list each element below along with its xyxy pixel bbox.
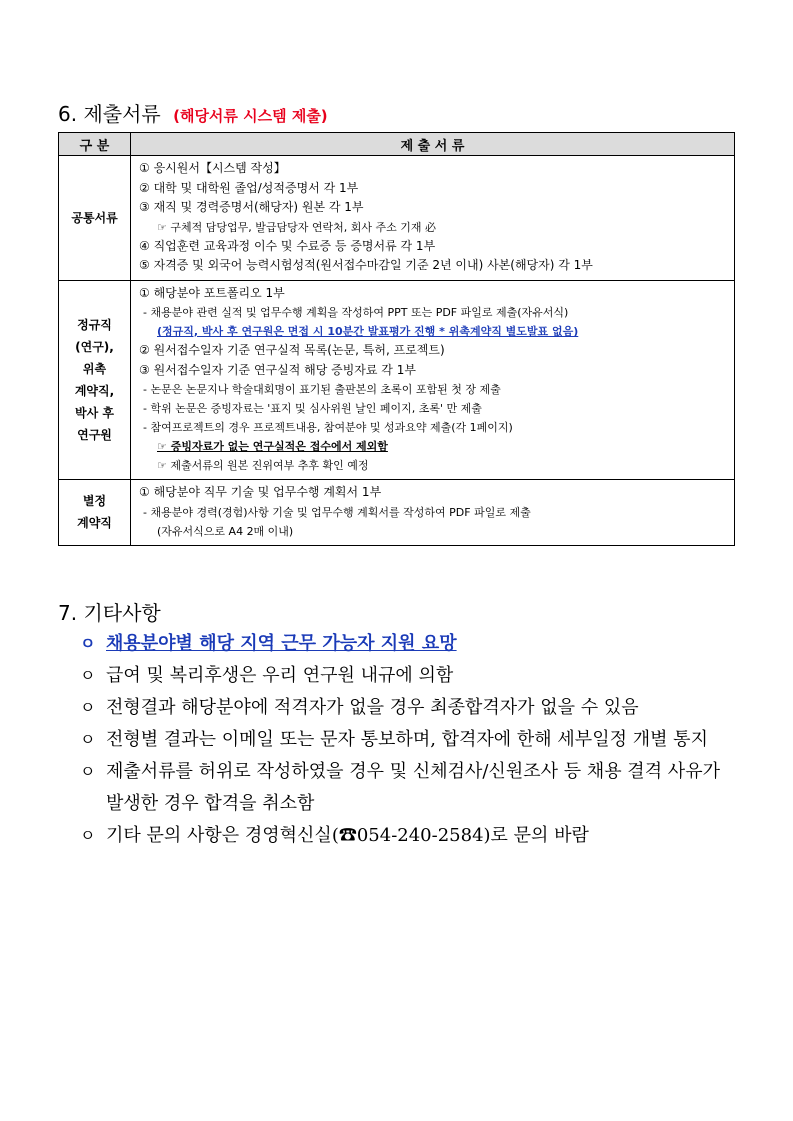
document-line: - 학위 논문은 증빙자료는 '표지 및 심사위원 날인 페이지, 초록' 만 제출 (143, 402, 482, 415)
table-row (59, 156, 735, 281)
header-documents: 제 출 서 류 (131, 133, 735, 156)
document-line: - 참여프로젝트의 경우 프로젝트내용, 참여분야 및 성과요약 제출(각 1페이지) (143, 421, 513, 434)
document-line: (자유서식으로 A4 2매 이내) (157, 524, 294, 538)
list-item (80, 756, 740, 820)
list-item (80, 628, 740, 660)
list-item-text: 제출서류를 허위로 작성하였을 경우 및 신체검사/신원조사 등 채용 결격 사유가 발생한 경우 합격을 취소함 (106, 761, 720, 814)
category-line: 공통서류 (71, 210, 118, 225)
category-line: 계약직 (77, 516, 112, 531)
bullet-marker: ㅇ (80, 666, 96, 685)
row-category (59, 280, 131, 480)
document-line: ② 대학 및 대학원 졸업/성적증명서 각 1부 (139, 180, 359, 195)
document-line: ☞ 제출서류의 원본 진위여부 추후 확인 예정 (157, 459, 369, 472)
header-category: 구 분 (59, 133, 131, 156)
section-6-title (58, 98, 328, 127)
category-line: 정규직 (77, 317, 112, 332)
document-line: ① 해당분야 직무 기술 및 업무수행 계획서 1부 (139, 485, 382, 499)
list-item (80, 724, 740, 756)
section-6-heading: 6. 제출서류 (58, 102, 161, 126)
row-documents (131, 280, 735, 480)
document-line: - 논문은 논문지나 학술대회명이 표기된 출판본의 초록이 포함된 첫 장 제출 (143, 383, 501, 396)
list-item-text: 전형별 결과는 이메일 또는 문자 통보하며, 합격자에 한해 세부일정 개별 통지 (106, 729, 708, 750)
row-category (59, 156, 131, 281)
document-line: ③ 재직 및 경력증명서(해당자) 원본 각 1부 (139, 200, 364, 214)
bullet-marker: ㅇ (80, 730, 96, 749)
category-line: 박사 후 (75, 405, 114, 420)
document-line: ② 원서접수일자 기준 연구실적 목록(논문, 특허, 프로젝트) (139, 343, 445, 357)
document-line: ① 해당분야 포트폴리오 1부 (139, 285, 285, 300)
bullet-marker: ㅇ (80, 698, 96, 717)
category-line: 위촉 (82, 361, 107, 376)
document-line: ⑤ 자격증 및 외국어 능력시험성적(원서접수마감일 기준 2년 이내) 사본(해당자) 각 1부 (139, 258, 593, 272)
list-item-text: 기타 문의 사항은 경영혁신실(☎054-240-2584)로 문의 바람 (106, 825, 589, 846)
category-line: 별정 (82, 494, 107, 509)
category-line: 연구원 (77, 427, 112, 442)
category-line: 계약직, (74, 383, 115, 398)
table-row (59, 480, 735, 546)
document-line: (정규직, 박사 후 연구원은 면접 시 10분간 발표평가 진행 * 위촉계약직 별도발표 없음) (157, 325, 579, 338)
table-header-row (59, 133, 735, 156)
document-line: ① 응시원서【시스템 작성】 (139, 161, 286, 175)
document-line: - 채용분야 관련 실적 및 업무수행 계획을 작성하여 PPT 또는 PDF 파일로 제출(자유서식) (143, 306, 569, 319)
documents-table (58, 132, 735, 546)
row-category (59, 480, 131, 546)
misc-list (80, 628, 740, 852)
list-item (80, 820, 740, 852)
row-documents (131, 156, 735, 281)
list-item-text: 급여 및 복리후생은 우리 연구원 내규에 의함 (106, 665, 454, 686)
row-documents (131, 480, 735, 546)
table-row (59, 280, 735, 480)
document-line: - 채용분야 경력(경험)사항 기술 및 업무수행 계획서를 작성하여 PDF 파일로 제출 (143, 505, 531, 519)
document-line: ☞ 구체적 담당업무, 발급담당자 연락처, 회사 주소 기재 必 (157, 220, 436, 234)
section-7-title: 7. 기타사항 (58, 601, 161, 625)
bullet-marker: ㅇ (80, 826, 96, 845)
bullet-marker: ㅇ (80, 634, 96, 653)
category-line: (연구), (75, 339, 114, 354)
list-item (80, 660, 740, 692)
document-line: ④ 직업훈련 교육과정 이수 및 수료증 등 증명서류 각 1부 (139, 238, 436, 253)
list-item (80, 692, 740, 724)
document-line: ③ 원서접수일자 기준 연구실적 해당 증빙자료 각 1부 (139, 362, 416, 377)
section-6-note: (해당서류 시스템 제출) (173, 107, 328, 125)
document-line: ☞ 증빙자료가 없는 연구실적은 접수에서 제외함 (157, 440, 388, 453)
bullet-marker: ㅇ (80, 762, 96, 781)
list-item-text: 전형결과 해당분야에 적격자가 없을 경우 최종합격자가 없을 수 있음 (106, 697, 639, 718)
list-item-text: 채용분야별 해당 지역 근무 가능자 지원 요망 (106, 633, 457, 654)
